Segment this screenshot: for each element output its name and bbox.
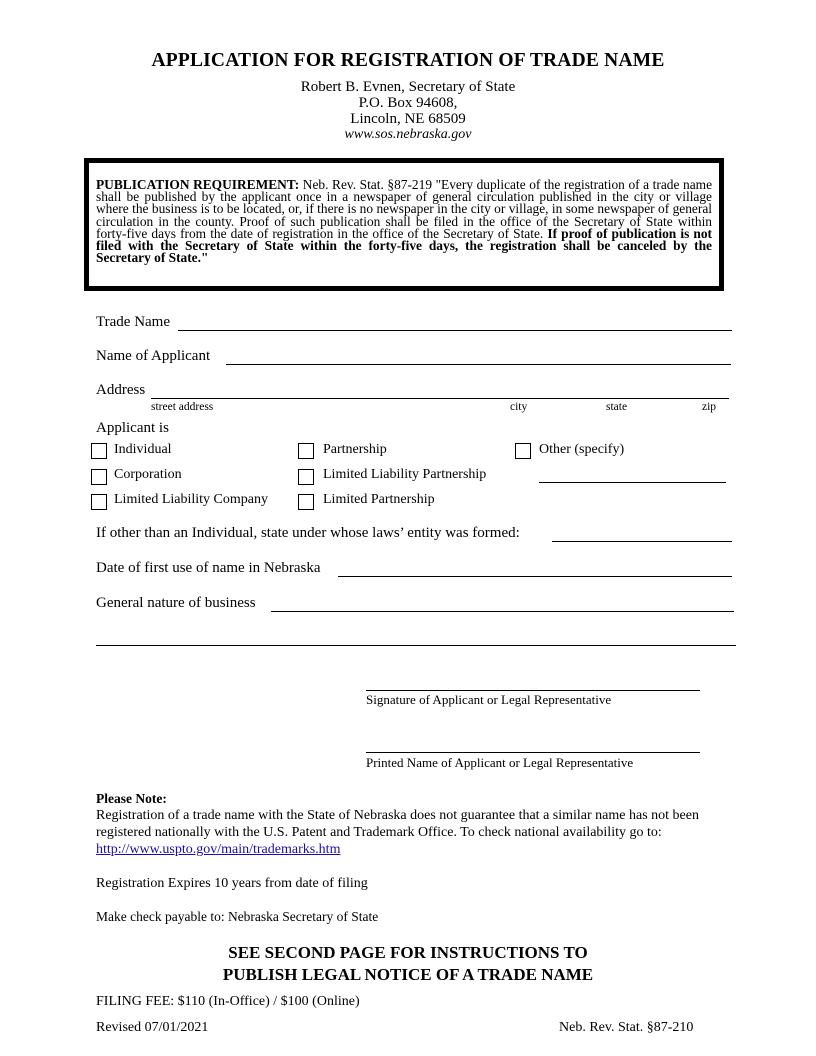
other-label: Other (specify) <box>539 442 625 457</box>
business-nature-field[interactable] <box>271 611 734 612</box>
business-nature-label: General nature of business <box>96 595 256 611</box>
partnership-checkbox[interactable] <box>298 443 314 459</box>
form-title: APPLICATION FOR REGISTRATION OF TRADE NAME <box>151 50 665 71</box>
expiration-note: Registration Expires 10 years from date of filing <box>96 876 368 891</box>
corporation-checkbox[interactable] <box>91 469 107 485</box>
publication-label: PUBLICATION REQUIREMENT: <box>96 177 300 192</box>
statute-reference: Neb. Rev. Stat. §87-210 <box>559 1020 694 1035</box>
applicant-name-field[interactable] <box>226 364 731 365</box>
applicant-name-label: Name of Applicant <box>96 348 211 364</box>
address-city-caption: city <box>510 401 528 413</box>
uspto-link[interactable]: http://www.uspto.gov/main/trademarks.htm <box>96 842 341 857</box>
po-box: P.O. Box 94608, <box>358 95 458 111</box>
first-use-label: Date of first use of name in Nebraska <box>96 560 321 576</box>
instructions-line-2: PUBLISH LEGAL NOTICE OF A TRADE NAME <box>222 965 594 984</box>
first-use-field[interactable] <box>338 576 732 577</box>
printed-name-line[interactable] <box>366 752 700 753</box>
address-field[interactable] <box>151 398 729 399</box>
business-nature-field-continued[interactable] <box>96 645 736 646</box>
signature-line[interactable] <box>366 690 700 691</box>
publication-warning: If proof of publication is not filed with the Secretary of State within the forty-five days, the registration shall be canceled by the Secretary of State." <box>96 225 712 266</box>
secretary-name: Robert B. Evnen, Secretary of State <box>300 79 516 95</box>
llc-label: Limited Liability Company <box>114 492 268 507</box>
city-state-zip: Lincoln, NE 68509 <box>350 111 466 127</box>
address-state-caption: state <box>606 401 628 413</box>
entity-laws-field[interactable] <box>552 541 732 542</box>
filing-fee: FILING FEE: $110 (In-Office) / $100 (Online) <box>96 994 360 1009</box>
other-specify-field[interactable] <box>539 482 726 483</box>
applicant-is-label: Applicant is <box>96 420 169 436</box>
note-heading: Please Note: <box>96 791 167 806</box>
note-body <box>96 807 716 858</box>
other-checkbox[interactable] <box>515 443 531 459</box>
check-payable-note: Make check payable to: Nebraska Secretary of State <box>96 909 379 924</box>
publication-requirement-box <box>84 158 724 291</box>
publication-body: Neb. Rev. Stat. §87-219 "Every duplicate of the registration of a trade name shall be published by the applicant once in a newspaper of general circulation published in the city or village where the business is to be located, or, if there is no newspaper in the city or village, in some newspaper of general circulation in the county. Proof of such publication shall be filed in the office of the Secretary of State within forty-five days from the date of registration in the office of the Secretary of State. <box>96 177 713 241</box>
revised-date: Revised 07/01/2021 <box>96 1020 209 1035</box>
entity-laws-label: If other than an Individual, state under whose laws’ entity was formed: <box>96 525 520 541</box>
individual-checkbox[interactable] <box>91 443 107 459</box>
website: www.sos.nebraska.gov <box>344 127 472 142</box>
note-text: Registration of a trade name with the State of Nebraska does not guarantee that a similar name has not been registered nationally with the U.S. Patent and Trademark Office. To check national availability go to: <box>96 808 699 840</box>
llc-checkbox[interactable] <box>91 494 107 510</box>
corporation-label: Corporation <box>114 467 182 482</box>
llp-checkbox[interactable] <box>298 469 314 485</box>
trade-name-label: Trade Name <box>96 314 171 330</box>
trade-name-field[interactable] <box>178 330 732 331</box>
instructions-line-1: SEE SECOND PAGE FOR INSTRUCTIONS TO <box>228 943 588 962</box>
llp-label: Limited Liability Partnership <box>323 467 487 482</box>
lp-label: Limited Partnership <box>323 492 435 507</box>
partnership-label: Partnership <box>323 442 387 457</box>
signature-caption: Signature of Applicant or Legal Representative <box>366 692 612 707</box>
address-zip-caption: zip <box>702 401 717 413</box>
individual-label: Individual <box>114 442 172 457</box>
publication-text <box>96 179 712 264</box>
address-label: Address <box>96 382 146 398</box>
printed-name-caption: Printed Name of Applicant or Legal Representative <box>366 755 634 770</box>
lp-checkbox[interactable] <box>298 494 314 510</box>
address-street-caption: street address <box>151 401 214 413</box>
